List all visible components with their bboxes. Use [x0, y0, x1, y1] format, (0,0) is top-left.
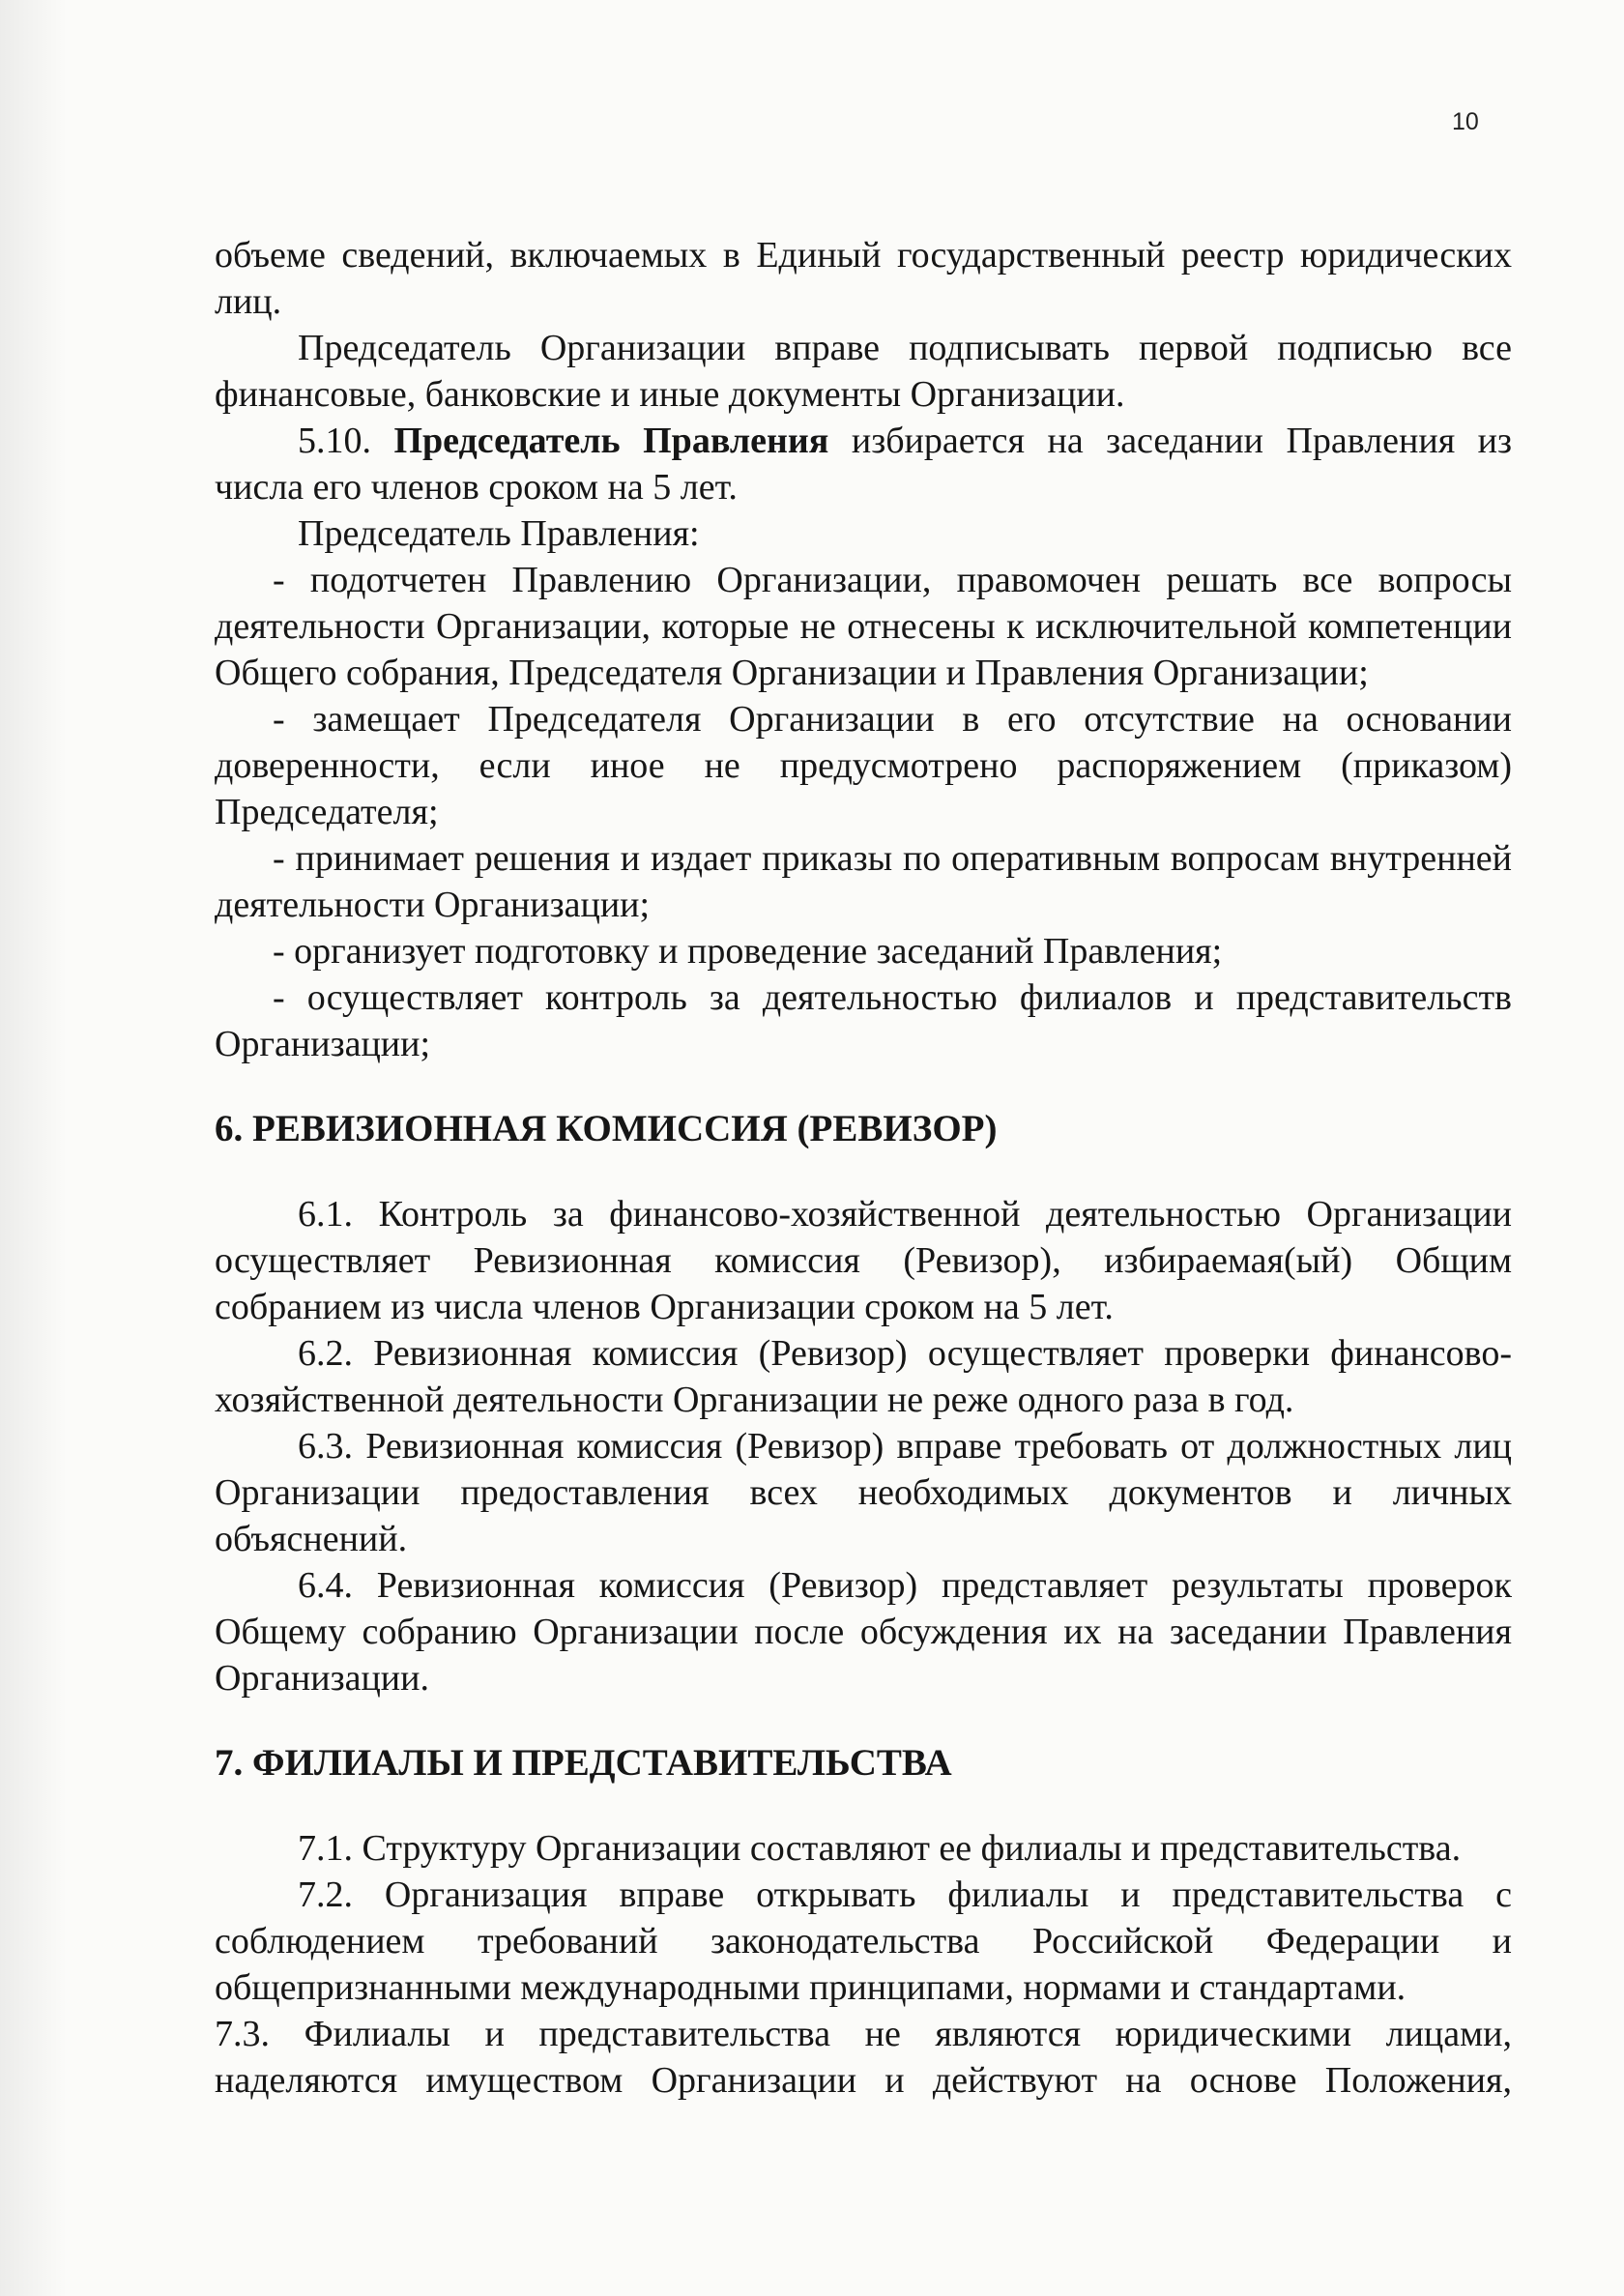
paragraph-5-10-number: 5.10.: [298, 421, 394, 461]
section-7-item-3: 7.3. Филиалы и представительства не являются юридическими лицами, наделяются имуществом Организации и действуют на основе Положения,: [215, 2014, 1512, 2101]
section-6-item: 6.1. Контроль за финансово-хозяйственной деятельностью Организации осуществляет Ревизионная комиссия (Ревизор), избираемая(ый) Общим собранием из числа членов Организации сроком на 5 лет.: [215, 1194, 1512, 1327]
chair-duty-item: - замещает Председателя Организации в его отсутствие на основании доверенности, если иное не предусмотрено распоряжением (приказом) Председателя;: [215, 699, 1512, 832]
section-6-item: 6.3. Ревизионная комиссия (Ревизор) вправе требовать от должностных лиц Организации предоставления всех необходимых документов и личных объяснений.: [215, 1426, 1512, 1559]
section-7-heading: 7. ФИЛИАЛЫ И ПРЕДСТАВИТЕЛЬСТВА: [215, 1742, 952, 1784]
section-6-item: 6.2. Ревизионная комиссия (Ревизор) осуществляет проверки финансово-хозяйственной деятельности Организации не реже одного раза в год.: [215, 1333, 1512, 1420]
paragraph-5-10-rest: избирается на заседании Правления из числа его членов сроком на 5 лет.: [215, 421, 1512, 508]
paragraph-continuation: объеме сведений, включаемых в Единый государственный реестр юридических лиц.: [215, 235, 1512, 322]
paragraph-chairman-signature: Председатель Организации вправе подписывать первой подписью все финансовые, банковские и иные документы Организации.: [215, 328, 1512, 415]
document-body: [215, 232, 1512, 2104]
page-number: 10: [1452, 108, 1479, 135]
section-7-item: 7.1. Структуру Организации составляют ее филиалы и представительства.: [298, 1828, 1462, 1869]
chair-duty-item: - подотчетен Правлению Организации, правомочен решать все вопросы деятельности Организации, которые не отнесены к исключительной компетенции Общего собрания, Председателя Организации и Правления Организации;: [215, 560, 1512, 693]
section-7-item: 7.2. Организация вправе открывать филиалы и представительства с соблюдением требований законодательства Российской Федерации и общепризнанными международными принципами, нормами и стандартами.: [215, 1875, 1512, 2008]
chair-duties-title: Председатель Правления:: [298, 513, 700, 554]
paragraph-5-10-bold: Председатель Правления: [393, 421, 829, 461]
chair-duty-item: - принимает решения и издает приказы по оперативным вопросам внутренней деятельности Организации;: [215, 838, 1512, 925]
paragraph-5-10: [215, 418, 1512, 510]
chair-duty-item: - организует подготовку и проведение заседаний Правления;: [273, 931, 1223, 972]
section-6-heading: 6. РЕВИЗИОННАЯ КОМИССИЯ (РЕВИЗОР): [215, 1108, 998, 1149]
scan-edge-shadow: [0, 0, 68, 2296]
chair-duty-item: - осуществляет контроль за деятельностью филиалов и представительств Организации;: [215, 977, 1512, 1064]
section-6-item: 6.4. Ревизионная комиссия (Ревизор) представляет результаты проверок Общему собранию Организации после обсуждения их на заседании Правления Организации.: [215, 1565, 1512, 1699]
